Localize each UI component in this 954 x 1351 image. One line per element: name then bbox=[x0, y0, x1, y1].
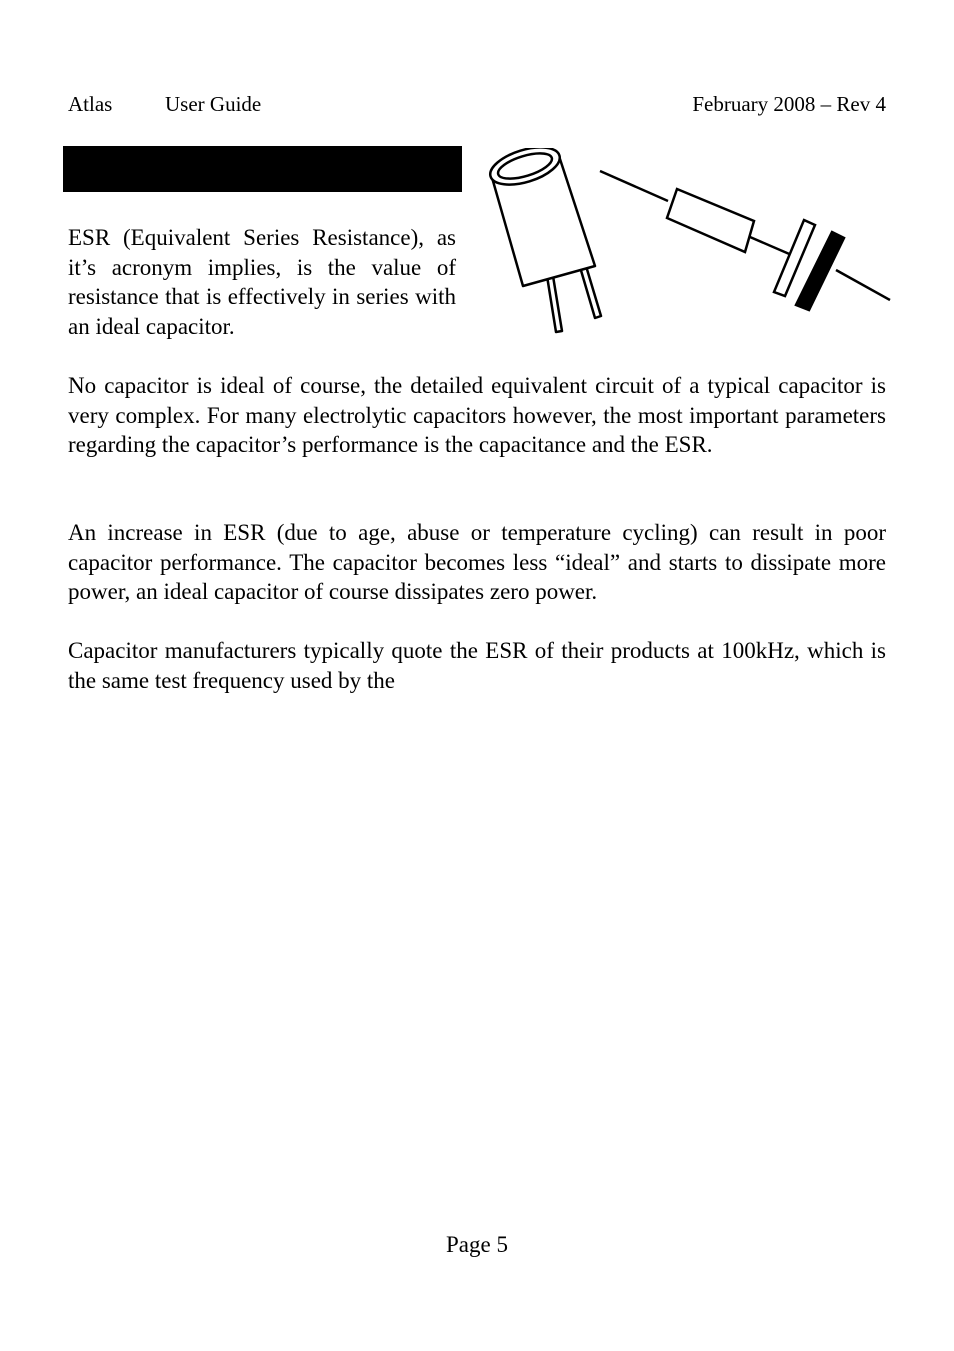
resistor-icon bbox=[600, 171, 794, 256]
electrolytic-capacitor-icon bbox=[486, 148, 601, 332]
section-title-bar bbox=[63, 146, 462, 192]
page-header bbox=[68, 90, 886, 118]
capacitor-plates-icon bbox=[774, 220, 890, 310]
document-type: User Guide bbox=[165, 92, 262, 116]
paragraph-esr-definition: ESR (Equivalent Series Resistance), as it’s acronym implies, is the value of resistance that is effectively in series with an ideal capacitor. bbox=[68, 225, 456, 339]
paragraph-ideal-capacitor: No capacitor is ideal of course, the detailed equivalent circuit of a typical capacitor is very complex. For many electrolytic capacitors however, the most important parameters regarding the capacitor’s performance is the capacitance and the ESR. bbox=[68, 373, 886, 457]
paragraph-test-frequency: Capacitor manufacturers typically quote the ESR of their products at 100kHz, which is the same test frequency used by the bbox=[68, 638, 886, 693]
date-revision: February 2008 – Rev 4 bbox=[692, 92, 886, 116]
paragraph-esr-increase: An increase in ESR (due to age, abuse or temperature cycling) can result in poor capacitor performance. The capacitor becomes less “ideal” and starts to dissipate more power, an ideal capacitor of course dissipates zero power. bbox=[68, 520, 886, 604]
product-name: Atlas bbox=[68, 92, 113, 116]
capacitor-and-resistor-illustration bbox=[484, 148, 894, 338]
page-number: Page 5 bbox=[446, 1232, 508, 1257]
